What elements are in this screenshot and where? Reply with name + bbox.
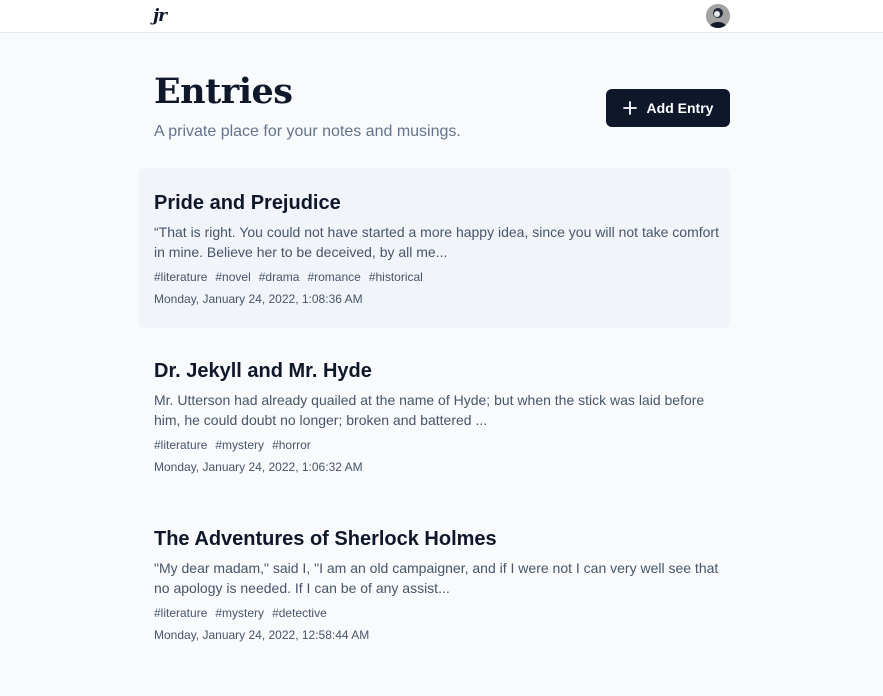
plus-icon [623, 101, 637, 115]
entry-item[interactable] [138, 336, 730, 496]
entry-tag[interactable]: #romance [307, 270, 361, 284]
add-entry-label: Add Entry [646, 100, 714, 116]
entry-excerpt: "My dear madam," said I, "I am an old campaigner, and if I were not I can very well see that no apology is needed. If I can be of any assist... [154, 560, 719, 596]
entry-date: Monday, January 24, 2022, 1:08:36 AM [154, 292, 363, 306]
entry-excerpt: “That is right. You could not have started a more happy idea, since you will not take comfort in mine. Believe her to be deceived, by all me... [154, 224, 719, 260]
entry-title: Dr. Jekyll and Mr. Hyde [154, 360, 372, 382]
entry-title: The Adventures of Sherlock Holmes [154, 528, 497, 550]
entry-tag[interactable]: #novel [215, 270, 251, 284]
entries-list [138, 168, 730, 672]
entry-date: Monday, January 24, 2022, 1:06:32 AM [154, 460, 363, 474]
entry-tags [154, 268, 714, 286]
entry-title: Pride and Prejudice [154, 192, 341, 214]
entry-tags [154, 436, 714, 454]
top-navbar [0, 0, 883, 33]
app-logo[interactable]: jr [153, 6, 167, 26]
entry-tag[interactable]: #mystery [215, 606, 265, 620]
entry-excerpt: Mr. Utterson had already quailed at the name of Hyde; but when the stick was laid before him, he could doubt no longer; broken and battered ... [154, 392, 705, 428]
user-avatar[interactable] [706, 4, 730, 28]
entry-tag[interactable]: #literature [154, 438, 208, 452]
entry-tag[interactable]: #detective [272, 606, 327, 620]
entry-date: Monday, January 24, 2022, 12:58:44 AM [154, 628, 370, 642]
entry-tag[interactable]: #literature [154, 270, 208, 284]
entry-tag[interactable]: #drama [258, 270, 300, 284]
page-title: Entries [154, 71, 293, 112]
page-subtitle: A private place for your notes and musings. [154, 123, 461, 140]
entry-tag[interactable]: #literature [154, 606, 208, 620]
add-entry-button[interactable] [606, 89, 730, 127]
entry-tag[interactable]: #horror [272, 438, 311, 452]
entry-item[interactable] [138, 168, 730, 328]
avatar-image [706, 4, 730, 28]
entry-tag[interactable]: #mystery [215, 438, 265, 452]
entry-tag[interactable]: #historical [368, 270, 423, 284]
entry-item[interactable] [138, 504, 730, 664]
entry-tags [154, 604, 714, 622]
